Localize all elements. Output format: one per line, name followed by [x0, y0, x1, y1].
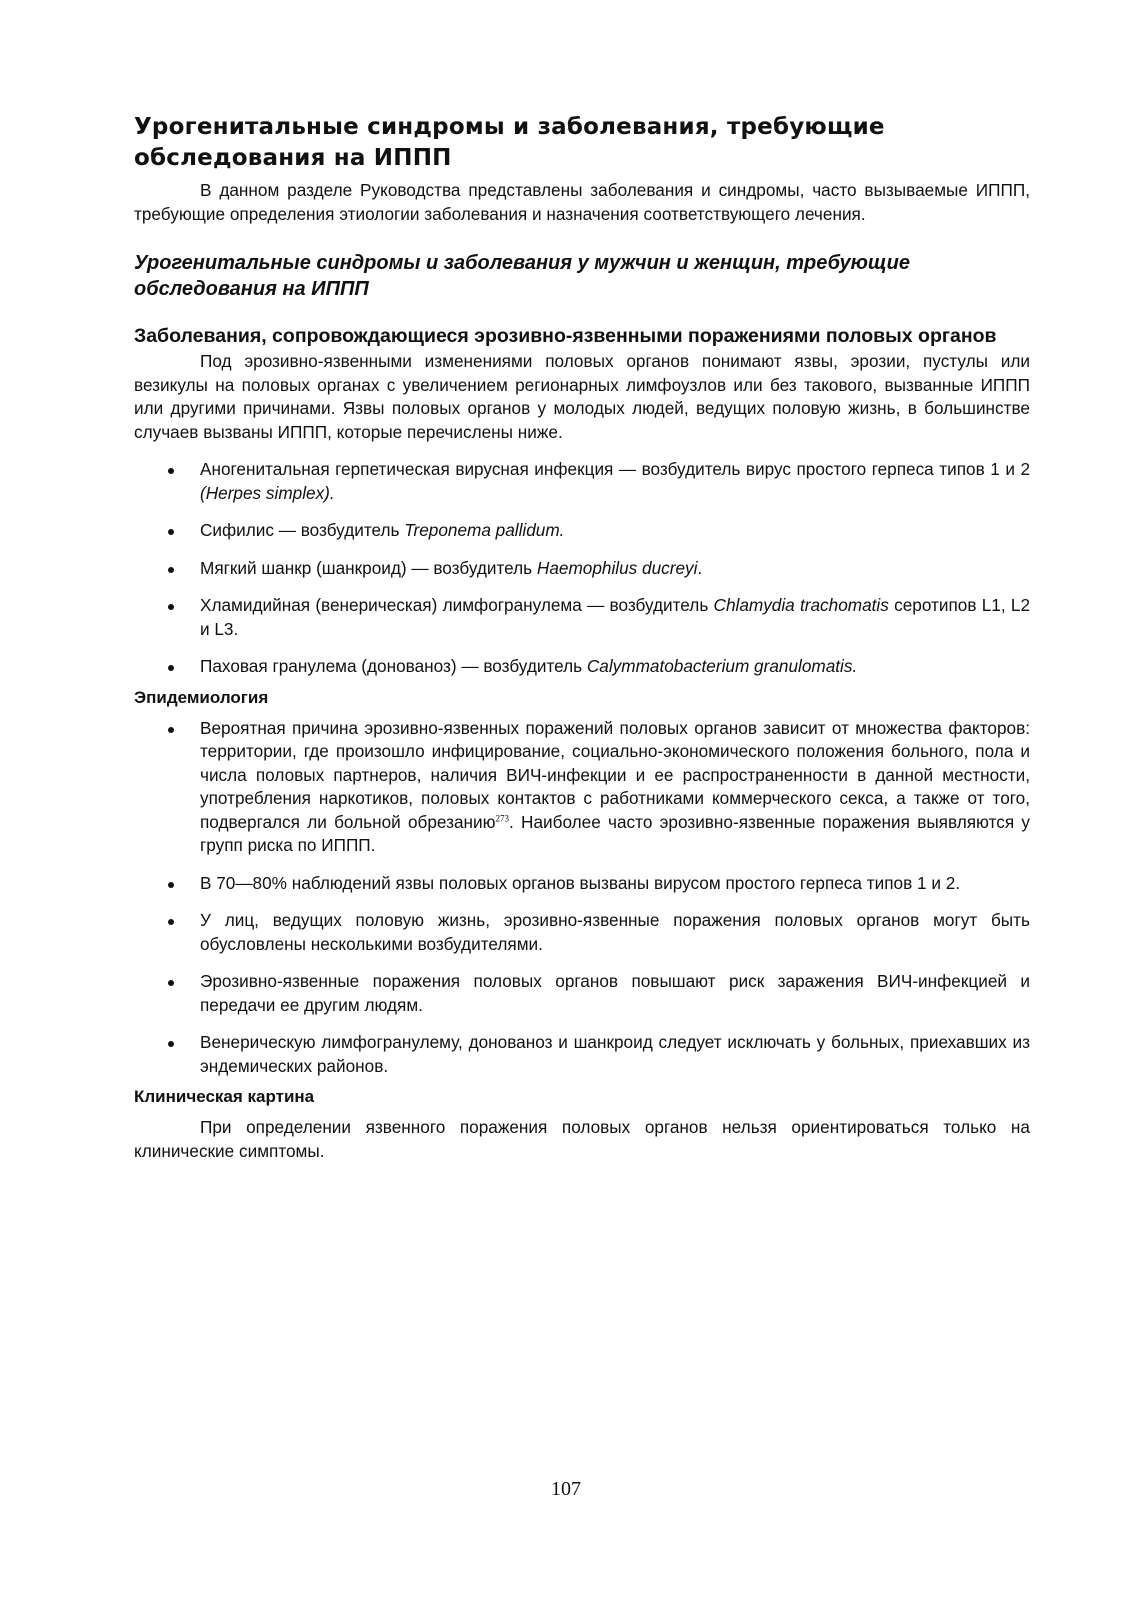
list-item [134, 909, 1030, 956]
bullet-icon [168, 468, 174, 474]
disease-list [134, 458, 1030, 679]
page-number: 107 [551, 1478, 581, 1500]
epidemiology-list [134, 717, 1030, 1079]
pathogen-name: (Herpes simplex). [200, 482, 335, 503]
section-intro: В данном разделе Руководства представлены заболевания и синдромы, часто вызываемые ИППП, требующие определения этиологии заболевания и назначения соответствующего лечения. [134, 180, 1030, 224]
bullet-icon [168, 919, 174, 925]
list-item-text: У лиц, ведущих половую жизнь, эрозивно-язвенные поражения половых органов могут быть обусловлены несколькими возбудителями. [200, 910, 1030, 954]
clinical-heading: Клиническая картина [134, 1087, 315, 1106]
bullet-icon [168, 665, 174, 671]
clinical-paragraph: При определении язвенного поражения половых органов нельзя ориентироваться только на клинические симптомы. [134, 1117, 1030, 1161]
list-item-text: Эрозивно-язвенные поражения половых органов повышают риск заражения ВИЧ-инфекцией и передачи ее другим людям. [200, 971, 1030, 1015]
pathogen-name: Haemophilus ducreyi [536, 557, 698, 578]
list-item [134, 655, 1030, 679]
list-item [134, 872, 1030, 896]
list-item-text: Мягкий шанкр (шанкроид) — возбудитель [200, 557, 537, 578]
bullet-icon [168, 604, 174, 610]
list-item-tail: . Наиболее часто эрозивно-язвенные поражения выявляются у групп риска по ИППП. [200, 811, 1030, 855]
list-item [134, 717, 1030, 858]
pathogen-name: Chlamydia trachomatis [713, 595, 889, 615]
bullet-icon [168, 980, 174, 986]
document-page [134, 112, 1030, 1163]
list-item-text: Сифилис — возбудитель [200, 520, 405, 540]
list-item-text: В 70—80% наблюдений язвы половых органов вызваны вирусом простого герпеса типов 1 и 2. [200, 872, 961, 893]
bullet-icon [168, 882, 174, 888]
list-item [134, 594, 1030, 641]
bullet-icon [168, 1041, 174, 1047]
list-item-text: Вероятная причина эрозивно-язвенных поражений половых органов зависит от множества факторов: территории, где произошло инфицирование, социально-экономического положения больного, пола и числа половых партнеров, наличия ВИЧ-инфекции и ее распространенности в данной местности, употребления наркотиков, половых контактов с работниками коммерческого секса, а также от того, подвергался ли больной обрезанию [200, 717, 1030, 832]
pathogen-name: Treponema pallidum. [404, 520, 565, 540]
list-item-text: Хламидийная (венерическая) лимфогранулема — возбудитель [200, 595, 714, 615]
list-item [134, 519, 1030, 543]
epidemiology-heading: Эпидемиология [134, 687, 269, 707]
list-item-text: Аногенитальная герпетическая вирусная инфекция — возбудитель вирус простого герпеса типов 1 и 2 [200, 459, 1030, 479]
ulcers-heading: Заболевания, сопровождающиеся эрозивно-язвенными поражениями половых органов [134, 325, 997, 347]
bullet-icon [168, 567, 174, 573]
list-item-text: Венерическую лимфогранулему, донованоз и шанкроид следует исключать у больных, приехавших из эндемических районов. [200, 1032, 1030, 1076]
list-item [134, 557, 1030, 581]
subsection-title: Урогенитальные синдромы и заболевания у мужчин и женщин, требующие обследования на ИППП [134, 252, 910, 300]
list-item-tail: . [697, 557, 703, 578]
ulcers-paragraph: Под эрозивно-язвенными изменениями половых органов понимают язвы, эрозии, пустулы или везикулы на половых органах с увеличением регионарных лимфоузлов или без такового, вызванные ИППП или другими причинами. Язвы половых органов у молодых людей, ведущих половую жизнь, в большинстве случаев вызваны ИППП, которые перечислены ниже. [134, 351, 1030, 442]
pathogen-name: Calymmatobacterium granulomatis. [586, 656, 858, 676]
bullet-icon [168, 529, 174, 535]
bullet-icon [168, 727, 174, 733]
section-title: Урогенитальные синдромы и заболевания, требующие обследования на ИППП [134, 114, 885, 171]
list-item-text: Паховая гранулема (донованоз) — возбудитель [200, 656, 587, 676]
list-item [134, 970, 1030, 1017]
list-item [134, 458, 1030, 505]
reference-number: 273 [495, 812, 510, 823]
list-item [134, 1031, 1030, 1078]
list-item-tail: серотипов L1, L2 и L3. [200, 595, 1031, 639]
